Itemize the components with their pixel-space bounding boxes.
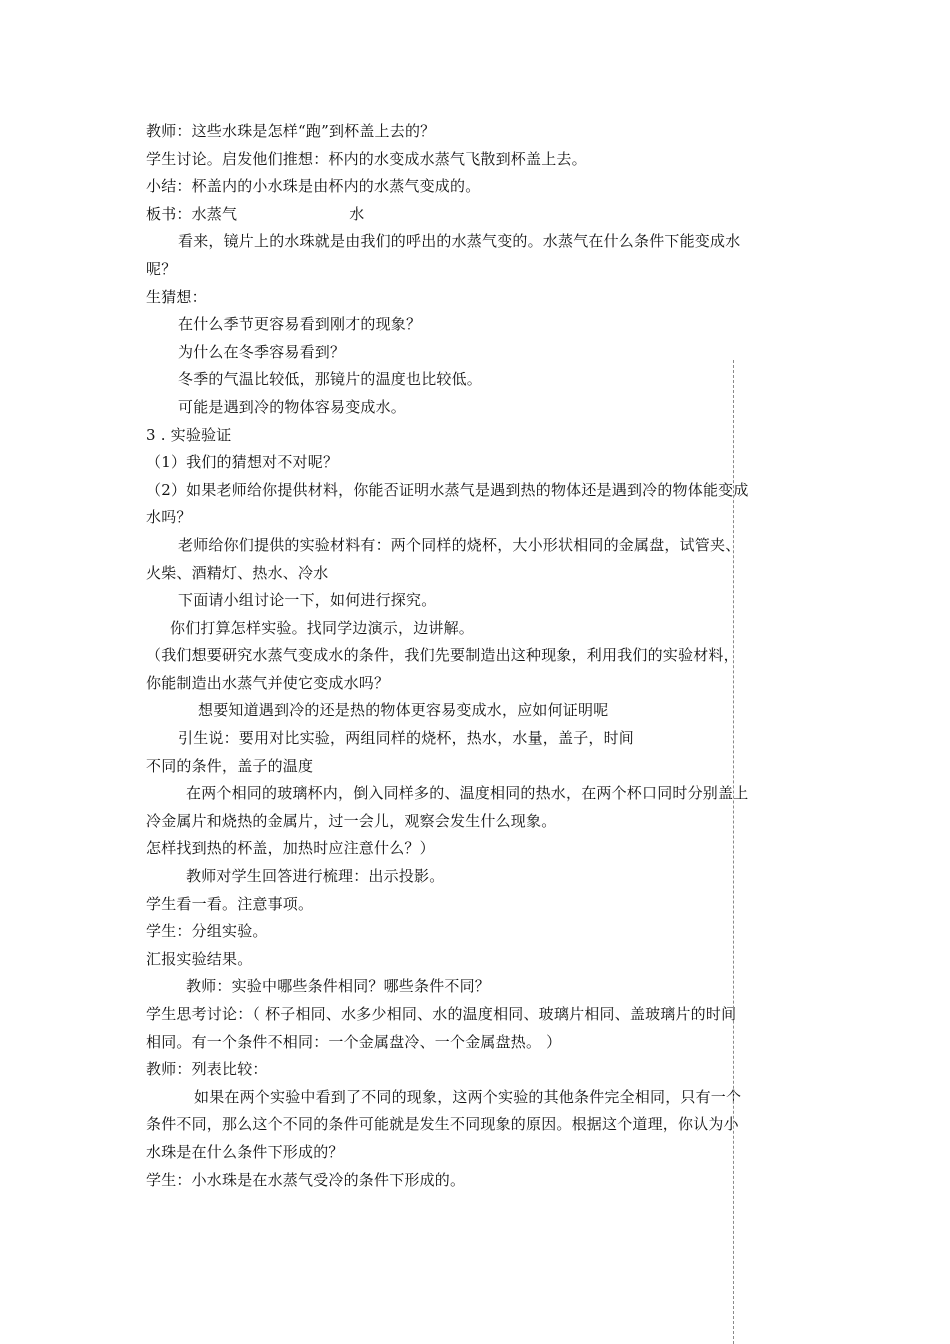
text-line: 火柴、酒精灯、热水、冷水 (146, 563, 329, 582)
text-line: 想要知道遇到冷的还是热的物体更容易变成水，应如何证明呢 (198, 701, 609, 720)
text-line: 为什么在冬季容易看到？ (178, 342, 346, 361)
text-line: 呢？ (146, 259, 177, 278)
text-line: 教师：列表比较： (146, 1060, 268, 1079)
text-line: 学生：小水珠是在水蒸气受冷的条件下形成的。 (146, 1170, 466, 1189)
text-line: 在两个相同的玻璃杯内，倒入同样多的、温度相同的热水，在两个杯口同时分别盖上 (186, 784, 749, 803)
text-line: 水吗？ (146, 508, 192, 527)
board-writing-result: 水 (349, 204, 365, 223)
text-line: 可能是遇到冷的物体容易变成水。 (178, 397, 407, 416)
text-line: （我们想要研究水蒸气变成水的条件，我们先要制造出这种现象，利用我们的实验材料， (146, 646, 739, 665)
text-line: 你们打算怎样实验。找同学边演示，边讲解。 (170, 618, 475, 637)
text-line: 冬季的气温比较低，那镜片的温度也比较低。 (178, 370, 483, 389)
text-line: 老师给你们提供的实验材料有：两个同样的烧杯，大小形状相同的金属盘，试管夹、 (178, 535, 741, 554)
text-line: （1）我们的猜想对不对呢？ (146, 453, 339, 472)
section-heading: 3 . 实验验证 (146, 425, 232, 444)
text-line: 汇报实验结果。 (146, 949, 253, 968)
text-line: 怎样找到热的杯盖，加热时应注意什么？） (146, 839, 435, 858)
text-line: 教师对学生回答进行梳理：出示投影。 (186, 867, 445, 886)
text-line: （2）如果老师给你提供材料，你能否证明水蒸气是遇到热的物体还是遇到冷的物体能变成 (146, 480, 749, 499)
text-line: 学生思考讨论：（ 杯子相同、水多少相同、水的温度相同、玻璃片相同、盖玻璃片的时间 (146, 1005, 737, 1023)
text-line: 你能制造出水蒸气并使它变成水吗？ (146, 673, 390, 692)
margin-dashed-line (733, 360, 734, 1344)
text-line: 不同的条件，盖子的温度 (146, 756, 314, 775)
text-line: 下面请小组讨论一下，如何进行探究。 (178, 591, 437, 610)
text-line: 教师：这些水珠是怎样“跑”到杯盖上去的？ (146, 122, 436, 140)
text-line: 引生说：要用对比实验，两组同样的烧杯，热水，水量，盖子，时间 (178, 729, 635, 748)
text-line: 学生讨论。启发他们推想：杯内的水变成水蒸气飞散到杯盖上去。 (146, 149, 587, 168)
document-body (146, 118, 810, 1194)
text-line: 在什么季节更容易看到刚才的现象？ (178, 315, 422, 334)
text-line: 相同。有一个条件不相同：一个金属盘冷、一个金属盘热。 ） (146, 1032, 562, 1051)
text-line: 如果在两个实验中看到了不同的现象，这两个实验的其他条件完全相同，只有一个 (194, 1087, 742, 1106)
text-line: 学生：分组实验。 (146, 922, 268, 941)
text-line: 冷金属片和烧热的金属片，过一会儿，观察会发生什么现象。 (146, 811, 557, 830)
text-line: 水珠是在什么条件下形成的？ (146, 1142, 344, 1161)
text-line: 学生看一看。注意事项。 (146, 894, 314, 913)
board-writing-line (146, 201, 810, 229)
text-line: 教师：实验中哪些条件相同？哪些条件不同？ (186, 977, 491, 996)
text-line: 小结：杯盖内的小水珠是由杯内的水蒸气变成的。 (146, 177, 481, 196)
board-writing-label: 板书：水蒸气 (146, 204, 238, 223)
text-line: 看来，镜片上的水珠就是由我们的呼出的水蒸气变的。水蒸气在什么条件下能变成水 (178, 232, 741, 251)
text-line: 生猜想： (146, 287, 207, 306)
text-line: 条件不同，那么这个不同的条件可能就是发生不同现象的原因。根据这个道理，你认为小 (146, 1115, 739, 1134)
